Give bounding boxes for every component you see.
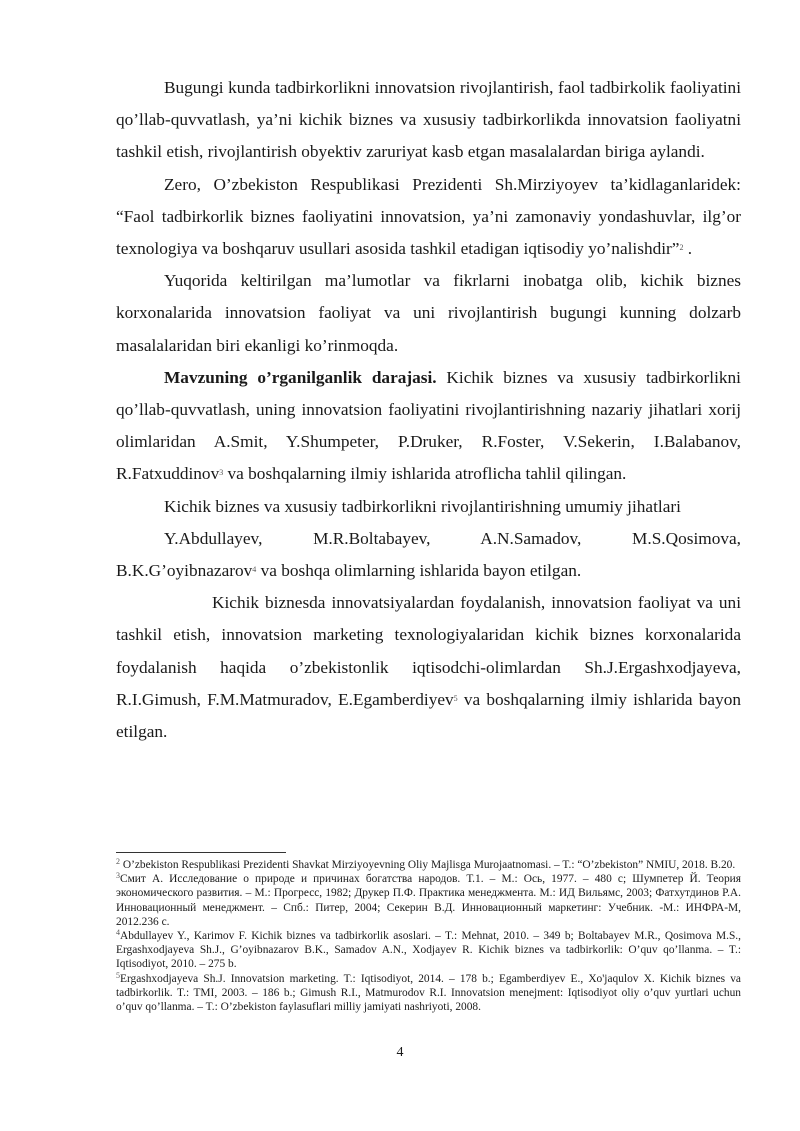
footnote-number: 2: [116, 857, 120, 866]
paragraph-4: [116, 362, 741, 491]
paragraph-2: [116, 169, 741, 266]
footnote-ref-4[interactable]: 4: [252, 565, 257, 575]
page-number: 4: [396, 1045, 404, 1060]
main-text: [116, 72, 741, 748]
footnote-number: 4: [116, 928, 120, 938]
footnote-text: O’zbekiston Respublikasi Prezidenti Shavkat Mirziyoyevning Oliy Majlisga Murojaatnomasi. – T.: “O’zbekiston” NMIU, 2018. B.20.: [120, 859, 736, 871]
paragraph-4-text: Kichik biznes va xususiy tadbirkorlikni qo’llab-quvvatlash, uning innovatsion faoliyatini rivojlantirishning nazariy jihatlari xorij olimlaridan A.Smit, Y.Shumpeter, P.Druker, R.Foster, V.Sekerin, I.Balabanov, R.Fatxuddinov: [116, 367, 741, 484]
footnote-number: 5: [116, 970, 120, 980]
footnote-number: 3: [116, 871, 120, 881]
footnote-ref-5[interactable]: 5: [453, 693, 458, 703]
paragraph-2-end: .: [683, 239, 693, 259]
paragraph-1: Bugungi kunda tadbirkorlikni innovatsion rivojlantirish, faol tadbirkolik faoliyatini qo’llab-quvvatlash, ya’ni kichik biznes va xususiy tadbirkorlikda innovatsion faoliyatni tashkil etish, rivojlantirish obyektiv zaruriyat kasb etgan masalalardan birigа aylandi.: [116, 78, 741, 162]
paragraph-5: Kichik biznes va xususiy tadbirkorlikni rivojlantirishning umumiy jihatlari: [164, 496, 681, 516]
footnote: [116, 929, 741, 972]
footnote-ref-3[interactable]: 3: [219, 468, 224, 478]
paragraph-7-text: Kichik biznesda innovatsiyalardan foydalanish, innovatsion faoliyat va uni tashkil etish, innovatsion marketing texnologiyalaridan kichik biznes korxonalarida foydalanish haqida o’zbekistonlik iqtisodchi-olimlardan Sh.J.Ergashxodjayeva, R.I.Gimush, F.M.Matmuradov, E.Egamberdiyev: [116, 593, 741, 709]
paragraph-6-text: Y.Abdullayev, M.R.Boltabayev, A.N.Samadov, M.S.Qosimova, B.K.G’oyibnazarov: [116, 528, 741, 581]
paragraph-2-text: Zero, O’zbekiston Respublikasi Prezidenti Sh.Mirziyoyev ta’kidlaganlaridek: “Faol tadbirkorlik biznes faoliyatini innovatsion, ya’ni zamonaviy yondashuvlar, ilg’or texnologiya va boshqaruv usullari asosida tashkil etadigan iqtisodiy yo’nalishdir”: [116, 174, 741, 259]
footnote-ref-2[interactable]: 2: [679, 243, 684, 253]
paragraph-7: [116, 587, 741, 748]
paragraph-3: Yuqorida keltirilgan ma’lumotlar va fikrlarni inobatga olib, kichik biznes korxonalarida innovatsion faoliyat va uni rivojlantirish bugungi kunning dolzarb masalalaridan biri ekanligi ko’rinmoqda.: [116, 271, 741, 355]
section-heading: Mavzuning o’rganilganlik darajasi.: [164, 367, 437, 387]
footnotes: [116, 858, 741, 1014]
footnote-text: Abdullayev Y., Karimov F. Kichik biznes va tadbirkorlik asoslari. – T.: Mehnat, 2010. – 349 b; Boltabayev M.R., Qosimova M.S., Ergashxodjayeva Sh.J., G’oyibnazarov B.K., Samadov A.N., Xodjayev R. Kichik biznes va tadbirkorlik: O’quv qo’llanma. – T.: Iqtisodiyot, 2010. – 275 b.: [116, 930, 741, 971]
footnote-text: Смит А. Исследование о природе и причинах богатства народов. Т.1. – М.: Ось, 1977. – 480 с; Шумпетер Й. Теория экономического развития. – М.: Прогресс, 1982; Друкер П.Ф. Практика менеджмента. М.: ИД Вильямс, 2003; Фатхутдинов Р.А. Инновационный менеджмент. – Спб.: Питер, 2004; Секерин В.Д. Инновационный маркетинг: Учебник. -М.: ИНФРА-М, 2012.236 с.: [116, 873, 741, 928]
paragraph-4-end: va boshqalarning ilmiy ishlarida atroflicha tahlil qilingan.: [223, 464, 627, 484]
footnote-separator: [116, 852, 286, 853]
footnote: [116, 858, 741, 872]
footnote: [116, 872, 741, 929]
paragraph-6-end: va boshqa olimlarning ishlarida bayon etilgan.: [256, 561, 582, 581]
paragraph-7-end: va boshqalarning ilmiy ishlarida bayon etilgan.: [116, 689, 741, 742]
paragraph-6: [116, 523, 741, 587]
footnote-text: Ergashxodjayeva Sh.J. Innovatsion marketing. T.: Iqtisodiyot, 2014. – 178 b.; Egamberdiyev E., Xo'jaqulov X. Kichik biznes va tadbirkorlik. T.: TMI, 2003. – 186 b.; Gimush R.I., Matmurodov R.I. Innovatsion menejment: Iqtisodiyot oliy o’quv yurtlari uchun o’quv qo’llanma. – T.: O’zbekiston faylasuflari milliy jamiyati nashriyoti, 2008.: [116, 972, 741, 1014]
footnote: [116, 972, 741, 1015]
